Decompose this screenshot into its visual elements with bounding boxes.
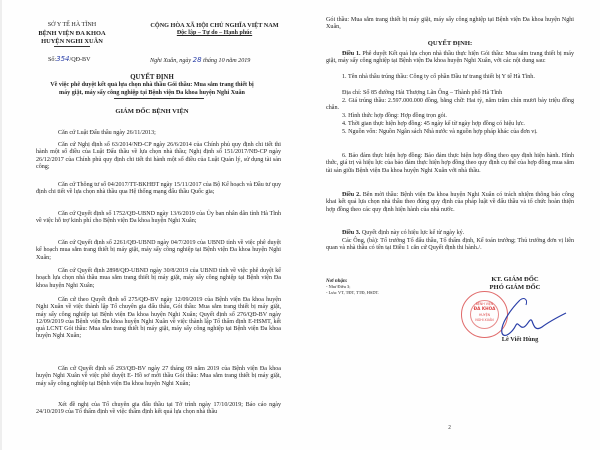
- closing-paragraph: Các Ông, (bà): Tổ trưởng Tổ đấu thầu, Tổ thẩm định, Kế toán trưởng; Thủ trưởng đơn vị liên quan và nhà thầu có tên tại Điều 1 căn cứ Quyết định thi hành./.: [326, 238, 574, 252]
- document-date: Nghi Xuân, ngày 28 tháng 10 năm 2019: [150, 56, 251, 64]
- preamble-item: Căn cứ Nghị định số 63/2014/NĐ-CP ngày 26/6/2014 của Chính phủ quy định chi tiết thi hành một số điều của Luật Đấu thầu về lựa chọn nhà thầu; Nghị định số 151/2017/NĐ-CP ngày 26/12/2017 của Chính phủ quy định chi tiết thi hành một số điều của Luật Quản lý, sử dụng tài sản công;: [36, 142, 281, 170]
- preamble-item: Căn cứ Quyết định số 2261/QĐ-UBND ngày 04/7/2019 của UBND tỉnh về việc phê duyệt kế hoạch mua sắm trang thiết bị máy giặt, máy sấy công nghiệp tại Bệnh viện Đa khoa huyện Nghi Xuân;: [36, 240, 281, 261]
- handwritten-signature: [490, 295, 570, 340]
- continuation-text: Gói thầu: Mua sắm trang thiết bị máy giặt, máy sấy công nghiệp tại Bệnh viện Đa khoa huyện Nghi Xuân,: [326, 17, 574, 31]
- article-1-item: 1. Tên nhà thầu trúng thầu: Công ty cổ phần Đầu tư trang thiết bị Y tế Hà Tĩnh.: [342, 74, 535, 80]
- country-name: CỘNG HÒA XÃ HỘI CHỦ NGHĨA VIỆT NAM: [150, 22, 279, 29]
- official-seal-stamp: BỆNH VIỆN ĐA KHOA HUYỆN NGHI XUÂN: [461, 291, 508, 338]
- signer-title-1: KT. GIÁM ĐỐC: [491, 276, 539, 283]
- article-2: Điều 2. Bên mời thầu: Bệnh viện Đa khoa huyện Nghi Xuân có trách nhiệm thông báo công khai kết quả lựa chọn nhà thầu theo đúng quy định của pháp luật về đấu thầu và tổ chức hoàn thiện hợp đồng theo các quy định hiện hành của nhà nước.: [326, 192, 574, 213]
- org-name-line2: HUYỆN NGHI XUÂN: [41, 38, 103, 45]
- article-1-item: Địa chỉ: Số 85 đường Hải Thượng Lãn Ông – Thành phố Hà Tĩnh: [342, 90, 503, 96]
- decision-title: QUYẾT ĐỊNH: [130, 74, 174, 81]
- page-2: [300, 0, 600, 450]
- article-1-item: 2. Giá trúng thầu: 2.597.000.000 đồng, bằng chữ: Hai tỷ, năm trăm chín mươi bảy triệu đồng chẵn.: [326, 98, 574, 112]
- handwritten-date-day: 28: [192, 56, 202, 64]
- ministry-name: SỞ Y TẾ HÀ TĨNH: [47, 22, 97, 28]
- document-number: Số:354/QĐ-BV: [48, 55, 91, 63]
- preamble-item: Căn cứ Thông tư số 04/2017/TT-BKHĐT ngày 15/11/2017 của Bộ Kế hoạch và Đầu tư quy định chi tiết về lựa chọn nhà thầu qua Hệ thống mạng đấu thầu Quốc gia;: [36, 182, 281, 196]
- decision-subject-line2: máy giặt, máy sấy công nghiệp tại Bệnh viện Đa khoa huyện Nghi Xuân: [59, 90, 245, 96]
- preamble-item: Xét đề nghị của Tổ chuyên gia đấu thầu tại Tờ trình ngày 17/10/2019; Báo cáo ngày 24/10/2019 của Tổ thẩm định về việc thẩm định kết quả lựa chọn nhà thầu: [36, 402, 281, 416]
- subject-underline: [114, 98, 204, 99]
- decide-heading: QUYẾT ĐỊNH:: [427, 40, 473, 47]
- signer-name: Lê Viết Hùng: [501, 336, 539, 343]
- article-1-item: 4. Thời gian thực hiện hợp đồng: 45 ngày kể từ ngày hợp đồng có hiệu lực.: [342, 121, 525, 127]
- preamble-item: Căn cứ Luật Đấu thầu ngày 26/11/2013;: [58, 130, 156, 136]
- preamble-item: Căn cứ Quyết định số 293/QĐ-BV ngày 27 tháng 09 năm 2019 của Bệnh viện Đa khoa huyện Nghi Xuân về việc phê duyệt E- Hồ sơ mời thầu Gói thầu: Mua sắm trang thiết bị máy giặt, máy sấy công nghiệp tại Bệnh viện Đa khoa huyện Nghi Xuân;: [36, 366, 281, 387]
- preamble-item: Căn cứ Quyết định số 1752/QĐ-UBND ngày 13/6/2019 của Ủy ban nhân dân tỉnh Hà Tĩnh về việc hỗ trợ kinh phí cho Bệnh viện Đa khoa huyện Nghi Xuân;: [36, 211, 281, 225]
- decision-subject-line1: Về việc phê duyệt kết quả lựa chọn nhà thầu Gói thầu: Mua sắm trang thiết bị: [50, 82, 254, 88]
- org-name-line1: BỆNH VIỆN ĐA KHOA: [38, 30, 106, 37]
- article-1-item: 3. Hình thức hợp đồng: Hợp đồng trọn gói.: [342, 113, 447, 119]
- issuing-authority: GIÁM ĐỐC BỆNH VIỆN: [115, 108, 189, 115]
- article-1: Điều 1. Phê duyệt Kết quả lựa chọn nhà thầu thực hiện Gói thầu: Mua sắm trang thiết bị máy giặt, máy sấy công nghiệp tại Bệnh viện Đa khoa huyện Nghi Xuân, với các nội dung sau:: [326, 51, 574, 65]
- preamble-item: Căn cứ Quyết định 2898/QĐ-UBND ngày 30/8/2019 của UBND tỉnh về việc phê duyệt kế hoạch lựa chọn nhà thầu mua sắm trang thiết bị máy giặt, máy sấy công nghiệp tại Bệnh viện Đa khoa huyện Nghi Xuân;: [36, 268, 281, 289]
- org-underline: [54, 46, 90, 47]
- page-number: 2: [448, 425, 452, 431]
- article-3: Điều 3. Quyết định này có hiệu lực kể từ ngày ký.: [342, 230, 465, 236]
- article-1-item: 5. Nguồn vốn: Nguồn Ngân sách Nhà nước và nguồn hợp pháp khác của đơn vị.: [342, 129, 538, 135]
- preamble-item: Căn cứ theo Quyết định số 275/QĐ-BV ngày 12/09/2019 của Bệnh viện Đa khoa huyện Nghi Xuân về việc thành lập Tổ chuyên gia đấu thầu, Gói thầu: Mua sắm trang thiết bị máy giặt, máy sấy công nghiệp tại Bệnh viện Đa khoa huyện Nghi Xuân; Quyết định số 276/QĐ-BV ngày 12/09/2019 của Bệnh viện Đa khoa huyện Nghi Xuân về việc thành lập Tổ thẩm định E-HSMT, kết quả LCNT Gói thầu: Mua sắm trang thiết bị máy giặt, máy sấy công nghiệp tại Bệnh viện Đa khoa huyện Nghi Xuân;: [36, 297, 281, 340]
- handwritten-doc-number: 354: [56, 55, 70, 63]
- recipient-item: - Như Điều 3;: [326, 284, 351, 289]
- recipient-item: - Lưu: VT, TĐT, TTĐ, HSDT.: [326, 290, 379, 295]
- recipients-label: Nơi nhận:: [326, 279, 348, 284]
- national-motto: Độc lập – Tự do – Hạnh phúc: [176, 30, 253, 36]
- signer-title-2: PHÓ GIÁM ĐỐC: [489, 284, 541, 291]
- article-1-item: 6. Bảo đảm thực hiện hợp đồng: Bảo đảm thực hiện hợp đồng theo quy định hiện hành. Hình thức, giá trị và hiệu lực của bảo đảm thực hiện hợp đồng theo quy định cụ thể của hợp đồng mua sắm tài sản giữa Bệnh viện Đa khoa huyện Nghi Xuân với nhà thầu.: [326, 153, 574, 174]
